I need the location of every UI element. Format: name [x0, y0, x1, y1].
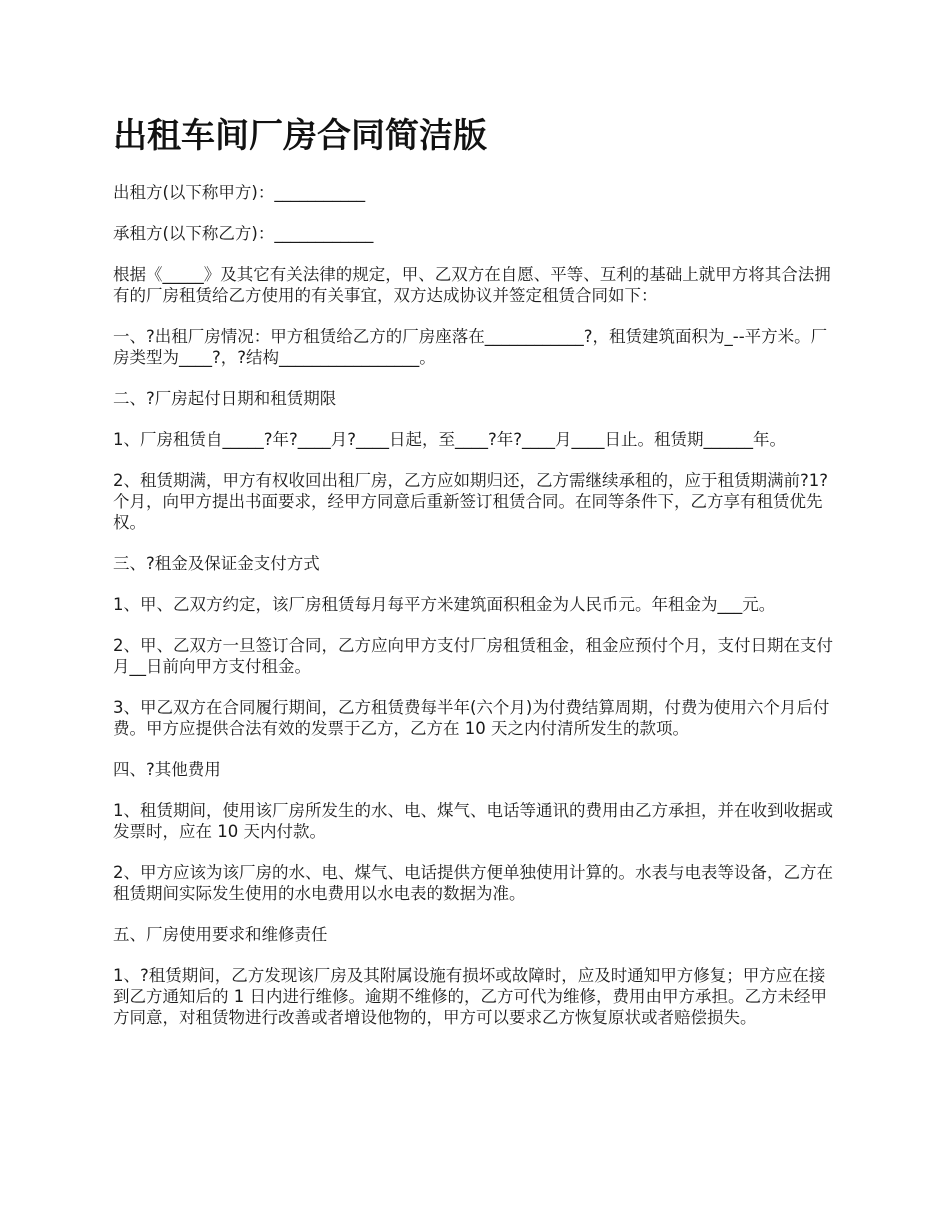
section-heading-4: 四、?其他费用	[113, 760, 221, 779]
document-page	[113, 112, 841, 1048]
clause-2-1: 1、厂房租赁自_____?年?____月?____日起，至____?年?____月____日止。租赁期______年。	[113, 430, 787, 449]
section-heading-5: 五、厂房使用要求和维修责任	[113, 925, 328, 944]
clause-5-1: 1、?租赁期间，乙方发现该厂房及其附属设施有损坏或故障时，应及时通知甲方修复；甲方应在接到乙方通知后的 1 日内进行维修。逾期不维修的，乙方可代为维修，费用由甲方承担。乙方未经甲方同意，对租赁物进行改善或者增设他物的，甲方可以要求乙方恢复原状或者赔偿损失。	[113, 966, 827, 1027]
clause-lessor: 出租方(以下称甲方)：___________	[113, 183, 366, 202]
clause-preamble: 根据《_____》及其它有关法律的规定，甲、乙双方在自愿、平等、互利的基础上就甲方将其合法拥有的厂房租赁给乙方使用的有关事宜，双方达成协议并签定租赁合同如下：	[113, 265, 831, 305]
section-heading-2: 二、?厂房起付日期和租赁期限	[113, 389, 337, 408]
clause-3-2: 2、甲、乙双方一旦签订合同，乙方应向甲方支付厂房租赁租金，租金应预付个月，支付日期在支付月__日前向甲方支付租金。	[113, 636, 833, 676]
document-title: 出租车间厂房合同简洁版	[113, 116, 487, 156]
clause-lessee: 承租方(以下称乙方)：____________	[113, 224, 374, 243]
clause-1-property: 一、?出租厂房情况：甲方租赁给乙方的厂房座落在____________?，租赁建筑面积为_--平方米。厂房类型为____?，?结构_________________。	[113, 327, 828, 367]
clause-4-2: 2、甲方应该为该厂房的水、电、煤气、电话提供方便单独使用计算的。水表与电表等设备，乙方在租赁期间实际发生使用的水电费用以水电表的数据为准。	[113, 863, 833, 903]
clause-4-1: 1、租赁期间，使用该厂房所发生的水、电、煤气、电话等通讯的费用由乙方承担，并在收到收据或发票时，应在 10 天内付款。	[113, 801, 833, 841]
section-heading-3: 三、?租金及保证金支付方式	[113, 554, 320, 573]
clause-2-2: 2、租赁期满，甲方有权收回出租厂房，乙方应如期归还，乙方需继续承租的，应于租赁期满前?1?个月，向甲方提出书面要求，经甲方同意后重新签订租赁合同。在同等条件下，乙方享有租赁优先权。	[113, 471, 829, 532]
clause-3-3: 3、甲乙双方在合同履行期间，乙方租赁费每半年(六个月)为付费结算周期，付费为使用六个月后付费。甲方应提供合法有效的发票于乙方，乙方在 10 天之内付清所发生的款项。	[113, 698, 830, 738]
clause-3-1: 1、甲、乙双方约定，该厂房租赁每月每平方米建筑面积租金为人民币元。年租金为___元。	[113, 595, 776, 614]
